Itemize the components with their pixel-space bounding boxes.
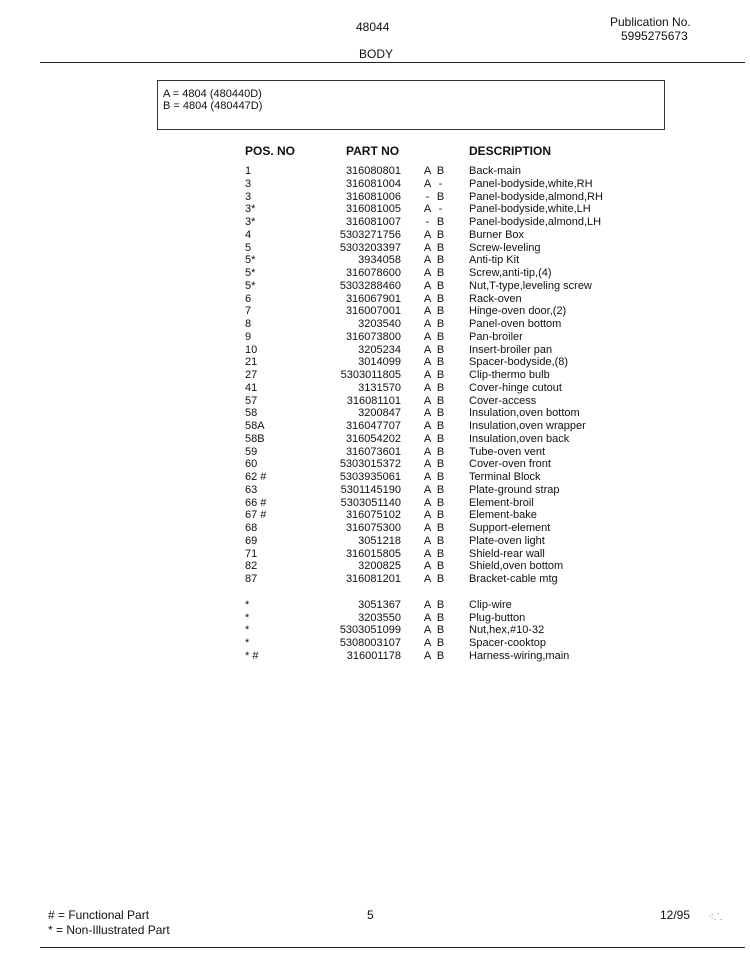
model-a-flag: A: [423, 381, 432, 394]
pos-no: 58B: [245, 432, 265, 445]
model-a-flag: A: [423, 458, 432, 471]
model-b-flag: B: [436, 228, 445, 241]
table-row: [0, 165, 750, 178]
model-a-flag: A: [423, 547, 432, 560]
pos-no: *: [245, 624, 250, 637]
pos-no: 82: [245, 560, 258, 573]
table-row: [0, 497, 750, 510]
table-row: [0, 369, 750, 382]
pos-no: *: [245, 637, 250, 649]
description: Cover-oven front: [469, 458, 551, 471]
table-row: [0, 280, 750, 293]
part-no: 316078600: [345, 267, 401, 279]
model-a-flag: A: [423, 611, 432, 624]
part-no: 3205234: [358, 343, 401, 356]
model-b-flag: B: [436, 534, 445, 547]
description: Back-main: [469, 165, 521, 177]
pos-no: 3: [245, 177, 252, 190]
table-row: [0, 637, 750, 650]
part-no: 316073800: [345, 330, 401, 343]
description: Plate-ground strap: [469, 483, 560, 496]
part-no: 5301145190: [340, 483, 401, 496]
parts-table: [0, 165, 750, 663]
part-no: 316015805: [345, 547, 401, 560]
table-row: [0, 560, 750, 573]
model-b-flag: B: [436, 190, 445, 203]
model-b-flag: B: [436, 522, 445, 534]
table-row: [0, 254, 750, 267]
model-a-flag: A: [423, 522, 432, 534]
table-row: [0, 433, 750, 446]
table-row: [0, 356, 750, 369]
model-a-flag: A: [423, 432, 432, 445]
part-no: 316081007: [345, 216, 401, 228]
model-b-flag: B: [436, 343, 445, 356]
model-a-flag: A: [423, 203, 432, 216]
model-a-flag: A: [423, 407, 432, 420]
model-a-flag: A: [423, 369, 432, 381]
part-no: 5308003107: [339, 637, 401, 649]
pos-no: 1: [245, 165, 252, 177]
model-a-flag: A: [423, 305, 432, 318]
pos-no: 69: [245, 534, 258, 547]
part-no: 316047707: [345, 420, 401, 432]
table-row: [0, 229, 750, 242]
description: Clip-thermo bulb: [469, 369, 550, 381]
model-legend-b: B = 4804 (480447D): [163, 100, 263, 112]
part-no: 3131570: [358, 381, 401, 394]
model-b-flag: B: [436, 471, 445, 483]
pos-no: 3: [245, 190, 252, 203]
description: Hinge-oven door,(2): [469, 305, 567, 318]
pos-no: 59: [245, 445, 258, 458]
model-a-flag: A: [423, 292, 432, 305]
pos-no: 5*: [245, 254, 256, 267]
pos-no: 4: [245, 228, 252, 241]
part-no: 316081004: [345, 177, 401, 190]
pos-no: 21: [245, 356, 258, 369]
description: Harness-wiring,main: [469, 649, 570, 662]
model-b-flag: B: [436, 509, 445, 522]
model-b-flag: B: [436, 598, 445, 611]
table-row: [0, 293, 750, 306]
table-row: [0, 522, 750, 535]
description: Burner Box: [469, 228, 525, 241]
model-b-flag: B: [436, 279, 445, 292]
model-a-flag: A: [423, 254, 432, 267]
part-no: 3203540: [358, 318, 401, 330]
pos-no: 5*: [245, 267, 256, 279]
table-row: [0, 599, 750, 612]
model-b-flag: B: [436, 381, 445, 394]
part-no: 3200825: [358, 560, 401, 573]
pos-no: 8: [245, 318, 252, 330]
table-row: [0, 203, 750, 216]
model-b-flag: B: [436, 445, 445, 458]
model-b-flag: B: [436, 356, 445, 369]
description: Anti-tip Kit: [469, 254, 520, 267]
description: Support-element: [469, 522, 551, 534]
model-a-flag: A: [423, 534, 432, 547]
footer-rule: [40, 947, 745, 948]
part-no: 316081005: [345, 203, 401, 216]
pos-no: 3*: [245, 203, 256, 216]
description: Bracket-cable mtg: [469, 573, 558, 585]
model-a-flag: A: [423, 356, 432, 369]
part-no: 5303203397: [339, 241, 401, 254]
description: Spacer-cooktop: [469, 637, 547, 649]
pos-no: 66 #: [245, 496, 267, 509]
model-a-flag: A: [423, 637, 432, 649]
model-a-flag: A: [423, 445, 432, 458]
model-b-flag: B: [436, 318, 445, 330]
model-a-flag: A: [423, 649, 432, 662]
table-row: [0, 458, 750, 471]
publication-date: 12/95: [660, 908, 691, 922]
description: Panel-bodyside,almond,RH: [469, 190, 603, 203]
part-no: 316080801: [345, 165, 401, 177]
description: Insulation,oven bottom: [469, 407, 580, 420]
model-b-flag: B: [436, 573, 445, 585]
part-no: 5303935061: [339, 471, 401, 483]
page-number: 5: [367, 908, 374, 922]
table-row: [0, 420, 750, 433]
part-no: 316073601: [345, 445, 401, 458]
description: Clip-wire: [469, 598, 512, 611]
pos-no: 60: [245, 458, 258, 471]
pos-no: * #: [245, 649, 259, 662]
model-a-flag: A: [423, 509, 432, 522]
table-row: [0, 318, 750, 331]
pos-no: 5: [245, 241, 252, 254]
model-b-flag: B: [436, 216, 445, 228]
model-a-flag: A: [423, 279, 432, 292]
model-a-flag: A: [423, 165, 432, 177]
publication-number: 5995275673: [621, 29, 688, 43]
description: Panel-oven bottom: [469, 318, 562, 330]
part-no: 3203550: [358, 611, 401, 624]
pos-no: *: [245, 611, 250, 624]
table-row: [0, 471, 750, 484]
part-no: 316075102: [345, 509, 401, 522]
pos-no: 9: [245, 330, 252, 343]
model-a-flag: A: [423, 624, 432, 637]
description: Nut,T-type,leveling screw: [469, 279, 592, 292]
model-b-flag: B: [436, 369, 445, 381]
table-row: [0, 446, 750, 459]
model-a-flag: A: [423, 267, 432, 279]
model-b-flag: B: [436, 649, 445, 662]
table-row: [0, 650, 750, 663]
part-no: 5303271756: [339, 228, 401, 241]
section-title: BODY: [359, 47, 394, 61]
table-row: [0, 242, 750, 255]
part-no: 3200847: [358, 407, 401, 420]
part-no: 316081006: [345, 190, 401, 203]
description: Element-broil: [469, 496, 534, 509]
table-row: [0, 395, 750, 408]
table-row: [0, 548, 750, 561]
model-b-flag: B: [436, 624, 445, 637]
description: Shield-rear wall: [469, 547, 545, 560]
description: Insert-broiler pan: [469, 343, 553, 356]
model-b-flag: B: [436, 241, 445, 254]
pos-no: 67 #: [245, 509, 267, 522]
model-legend-box: [157, 80, 665, 130]
model-a-flag: A: [423, 241, 432, 254]
part-no: 316001178: [346, 649, 401, 662]
pos-no: 27: [245, 369, 258, 381]
table-row: [0, 178, 750, 191]
table-row: [0, 382, 750, 395]
table-row: [0, 344, 750, 357]
table-spacer: [0, 586, 750, 599]
table-row: [0, 624, 750, 637]
description: Plate-oven light: [469, 534, 545, 547]
pos-no: 62 #: [245, 471, 267, 483]
column-header-description: DESCRIPTION: [469, 144, 552, 158]
description: Element-bake: [469, 509, 537, 522]
model-a-flag: A: [423, 394, 432, 407]
model-a-flag: A: [423, 483, 432, 496]
model-legend-a: A = 4804 (480440D): [163, 88, 262, 100]
table-row: [0, 407, 750, 420]
description: Pan-broiler: [469, 330, 523, 343]
model-a-flag: A: [423, 496, 432, 509]
description: Plug-button: [469, 611, 526, 624]
model-b-flag: -: [438, 203, 443, 216]
description: Cover-access: [469, 394, 537, 407]
scan-mark: ⁖⸫: [708, 912, 723, 923]
model-b-flag: B: [436, 560, 445, 573]
model-b-flag: B: [436, 407, 445, 420]
table-row: [0, 191, 750, 204]
model-b-flag: B: [436, 330, 445, 343]
model-b-flag: B: [436, 267, 445, 279]
table-row: [0, 216, 750, 229]
part-no: 316081101: [346, 394, 401, 407]
part-no: 3051218: [358, 534, 401, 547]
part-no: 5303015372: [339, 458, 401, 471]
pos-no: 10: [245, 343, 258, 356]
pos-no: 41: [245, 381, 258, 394]
pos-no: 58: [245, 407, 258, 420]
legend-functional: # = Functional Part: [48, 908, 150, 922]
description: Rack-oven: [469, 292, 522, 305]
description: Nut,hex,#10-32: [469, 624, 545, 637]
table-row: [0, 305, 750, 318]
model-a-flag: A: [423, 420, 432, 432]
pos-no: 63: [245, 483, 258, 496]
description: Cover-hinge cutout: [469, 381, 562, 394]
publication-label: Publication No.: [610, 15, 691, 29]
pos-no: 58A: [245, 420, 265, 432]
model-a-flag: -: [425, 190, 430, 203]
model-a-flag: A: [423, 343, 432, 356]
model-b-flag: B: [436, 305, 445, 318]
description: Terminal Block: [469, 471, 541, 483]
pos-no: *: [245, 598, 250, 611]
description: Insulation,oven back: [469, 432, 570, 445]
part-no: 316007001: [345, 305, 401, 318]
model-a-flag: A: [423, 228, 432, 241]
part-no: 316054202: [345, 432, 401, 445]
table-row: [0, 612, 750, 625]
model-b-flag: B: [436, 547, 445, 560]
description: Panel-bodyside,white,RH: [469, 177, 593, 190]
model-a-flag: A: [423, 573, 432, 585]
table-row: [0, 573, 750, 586]
description: Screw-leveling: [469, 241, 541, 254]
model-b-flag: B: [436, 637, 445, 649]
table-row: [0, 331, 750, 344]
model-b-flag: B: [436, 496, 445, 509]
model-a-flag: A: [423, 177, 432, 190]
part-no: 5303051099: [339, 624, 401, 637]
model-a-flag: -: [425, 216, 430, 228]
pos-no: 7: [245, 305, 252, 318]
description: Panel-bodyside,white,LH: [469, 203, 591, 216]
pos-no: 57: [245, 394, 258, 407]
description: Screw,anti-tip,(4): [469, 267, 552, 279]
description: Insulation,oven wrapper: [469, 420, 586, 432]
legend-non-illustrated: * = Non-Illustrated Part: [48, 923, 170, 937]
table-row: [0, 509, 750, 522]
part-no: 316067901: [345, 292, 401, 305]
pos-no: 5*: [245, 279, 256, 292]
model-b-flag: B: [436, 483, 445, 496]
part-no: 5303051140: [340, 496, 401, 509]
model-b-flag: B: [436, 611, 445, 624]
model-b-flag: B: [436, 394, 445, 407]
model-number: 48044: [356, 20, 390, 34]
model-b-flag: B: [436, 254, 445, 267]
description: Shield,oven bottom: [469, 560, 564, 573]
pos-no: 6: [245, 292, 252, 305]
part-no: 3014099: [358, 356, 401, 369]
part-no: 5303288460: [339, 279, 401, 292]
column-header-pos: POS. NO: [245, 144, 296, 158]
part-no: 316075300: [345, 522, 401, 534]
part-no: 5303011805: [340, 369, 401, 381]
model-b-flag: B: [436, 432, 445, 445]
model-a-flag: A: [423, 560, 432, 573]
model-a-flag: A: [423, 598, 432, 611]
description: Tube-oven vent: [469, 445, 546, 458]
model-a-flag: A: [423, 330, 432, 343]
description: Panel-bodyside,almond,LH: [469, 216, 602, 228]
model-b-flag: B: [436, 165, 445, 177]
pos-no: 68: [245, 522, 258, 534]
model-b-flag: -: [438, 177, 443, 190]
pos-no: 87: [245, 573, 258, 585]
part-no: 316081201: [345, 573, 401, 585]
header-rule: [40, 62, 745, 63]
part-no: 3934058: [358, 254, 401, 267]
pos-no: 71: [245, 547, 258, 560]
column-header-part: PART NO: [346, 144, 400, 158]
model-b-flag: B: [436, 420, 445, 432]
description: Spacer-bodyside,(8): [469, 356, 569, 369]
table-row: [0, 484, 750, 497]
model-b-flag: B: [436, 292, 445, 305]
table-row: [0, 267, 750, 280]
model-b-flag: B: [436, 458, 445, 471]
pos-no: 3*: [245, 216, 256, 228]
model-a-flag: A: [423, 471, 432, 483]
part-no: 3051367: [358, 598, 401, 611]
model-a-flag: A: [423, 318, 432, 330]
table-row: [0, 535, 750, 548]
